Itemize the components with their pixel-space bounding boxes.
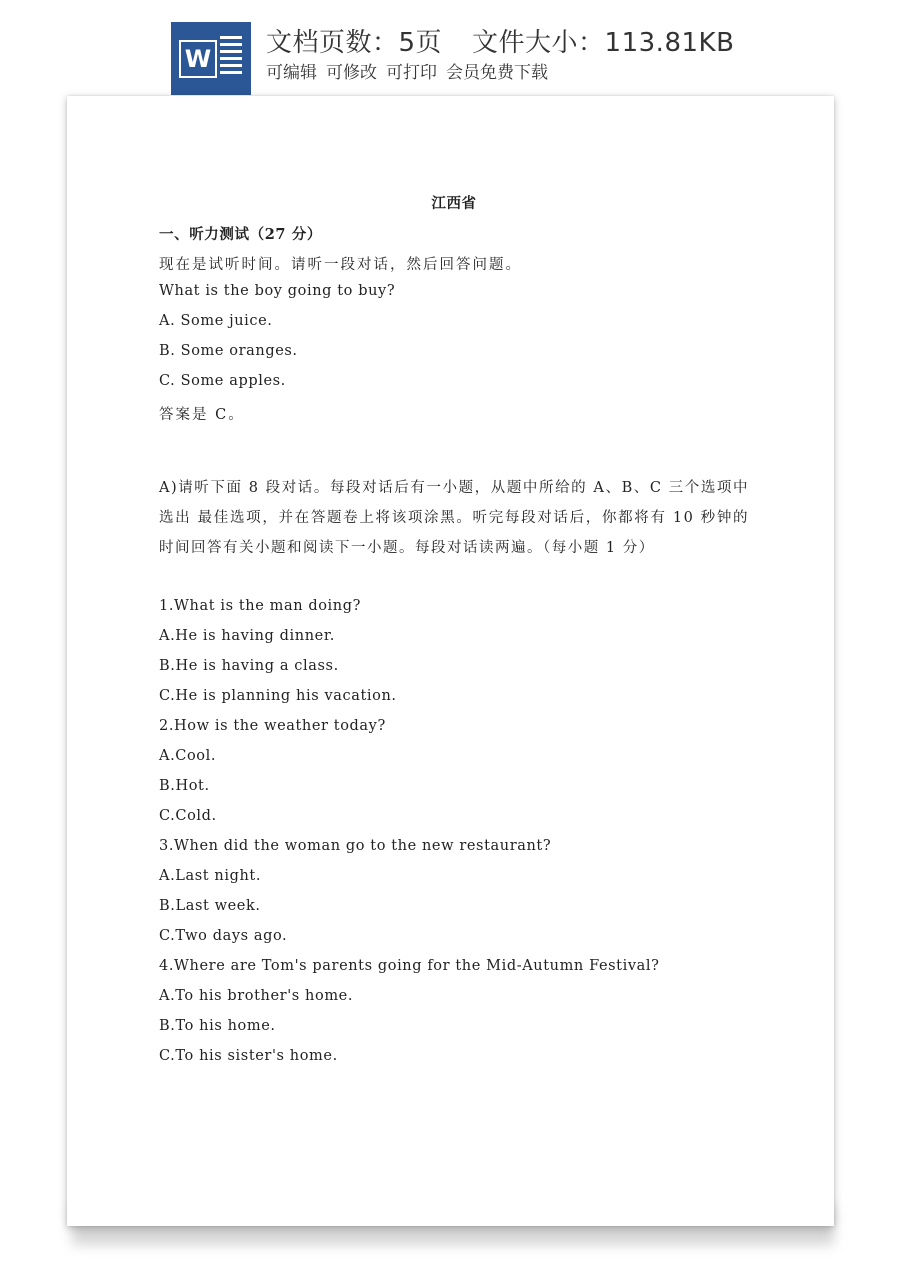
question-1-option-a: A.He is having dinner.	[159, 628, 335, 644]
example-option-b: B. Some oranges.	[159, 343, 298, 359]
document-page	[67, 96, 834, 1226]
word-document-icon	[171, 22, 251, 95]
banner-title	[266, 22, 734, 59]
question-1: 1.What is the man doing?	[159, 598, 361, 614]
question-2-option-a: A.Cool.	[159, 748, 217, 764]
question-4-option-c: C.To his sister's home.	[159, 1048, 338, 1064]
question-1-option-c: C.He is planning his vacation.	[159, 688, 397, 704]
section-heading: 一、听力测试（27 分）	[159, 226, 322, 243]
question-3-option-c: C.Two days ago.	[159, 928, 288, 944]
question-4-option-b: B.To his home.	[159, 1018, 276, 1034]
tag-editable: 可编辑	[266, 63, 317, 83]
question-4: 4.Where are Tom's parents going for the Mid-Autumn Festival?	[159, 958, 660, 974]
example-answer: 答案是 C。	[159, 407, 245, 423]
question-3-option-b: B.Last week.	[159, 898, 261, 914]
question-3-option-a: A.Last night.	[159, 868, 262, 884]
document-title: 江西省	[431, 195, 477, 212]
banner-tags	[266, 58, 557, 83]
example-option-a: A. Some juice.	[159, 313, 273, 329]
question-2: 2.How is the weather today?	[159, 718, 386, 734]
document-lines-graphic	[220, 36, 242, 78]
tag-printable: 可打印	[386, 63, 437, 83]
word-letter-badge: W	[179, 40, 217, 78]
question-3: 3.When did the woman go to the new restaurant?	[159, 838, 552, 854]
example-option-c: C. Some apples.	[159, 373, 286, 389]
example-question: What is the boy going to buy?	[159, 283, 396, 299]
part-a-instructions: A)请听下面 8 段对话。每段对话后有一小题，从题中所给的 A、B、C 三个选项中选出 最佳选项，并在答题卷上将该项涂黑。听完每段对话后，你都将有 10 秒钟的时间回答有关小题和阅读下一小题。每段对话读两遍。（每小题 1 分）	[159, 480, 749, 556]
question-4-option-a: A.To his brother's home.	[159, 988, 354, 1004]
question-2-option-c: C.Cold.	[159, 808, 217, 824]
page-count: 文档页数：5页	[266, 28, 443, 58]
question-2-option-b: B.Hot.	[159, 778, 210, 794]
question-1-option-b: B.He is having a class.	[159, 658, 339, 674]
tag-modifiable: 可修改	[326, 63, 377, 83]
file-size: 文件大小：113.81KB	[472, 28, 735, 58]
example-intro: 现在是试听时间。请听一段对话，然后回答问题。	[159, 257, 522, 273]
tag-member-download: 会员免费下载	[446, 63, 548, 83]
